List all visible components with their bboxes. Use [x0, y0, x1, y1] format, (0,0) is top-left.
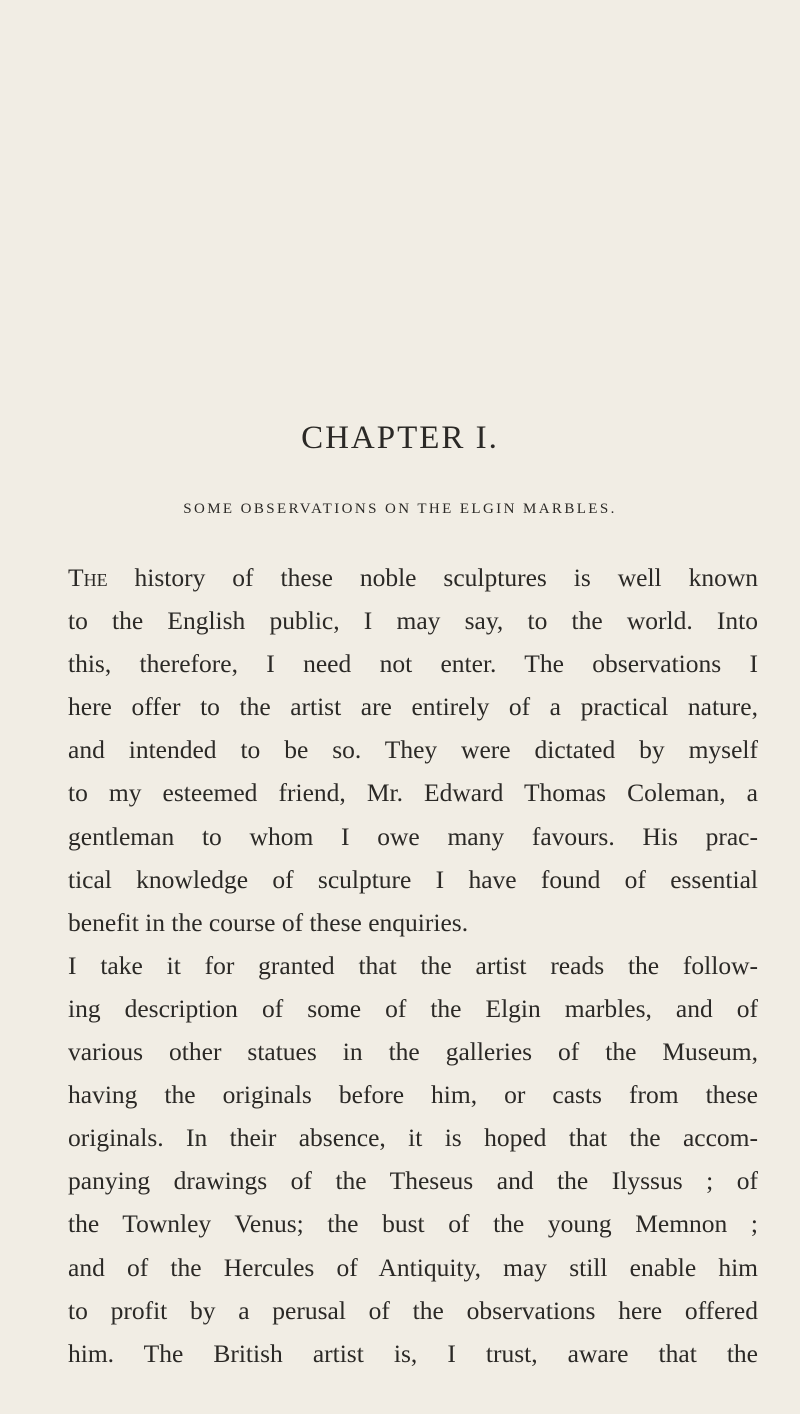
text-line-9: benefit in the course of these enquiries. [68, 907, 469, 937]
text-line-12: various other statues in the galleries of the Museum, [68, 1037, 758, 1067]
text-line-18: to profit by a perusal of the observations here offered [68, 1295, 758, 1325]
text-line-10: I take it for granted that the artist reads the follow- [68, 950, 758, 980]
text-line-13: having the originals before him, or casts from these [68, 1080, 758, 1110]
text-line-3: this, therefore, I need not enter. The observations I [68, 649, 758, 679]
text-line-14: originals. In their absence, it is hoped that the accom- [68, 1123, 758, 1153]
text-line-19: him. The British artist is, I trust, aware that the [68, 1338, 758, 1368]
text-line-2: to the English public, I may say, to the world. Into [68, 606, 758, 636]
text-line-15: panying drawings of the Theseus and the Ilyssus ; of [68, 1166, 758, 1196]
text-line-6: to my esteemed friend, Mr. Edward Thomas Coleman, a [68, 778, 758, 808]
body-text [68, 556, 758, 1375]
text-line-16: the Townley Venus; the bust of the young Memnon ; [68, 1209, 758, 1239]
chapter-subtitle: SOME OBSERVATIONS ON THE ELGIN MARBLES. [183, 501, 617, 517]
chapter-title: CHAPTER I. [301, 420, 499, 456]
text-line-8: tical knowledge of sculpture I have found of essential [68, 864, 758, 894]
text-line-1 [68, 556, 758, 599]
text-line-4: here offer to the artist are entirely of a practical nature, [68, 692, 758, 722]
text-line-5: and intended to be so. They were dictated by myself [68, 735, 758, 765]
text-line-1-rest: history of these noble sculptures is well known [107, 563, 758, 592]
opening-word: The [68, 563, 108, 592]
text-line-7: gentleman to whom I owe many favours. His prac- [68, 821, 758, 851]
text-line-11: ing description of some of the Elgin marbles, and of [68, 993, 758, 1023]
text-line-17: and of the Hercules of Antiquity, may still enable him [68, 1252, 758, 1282]
